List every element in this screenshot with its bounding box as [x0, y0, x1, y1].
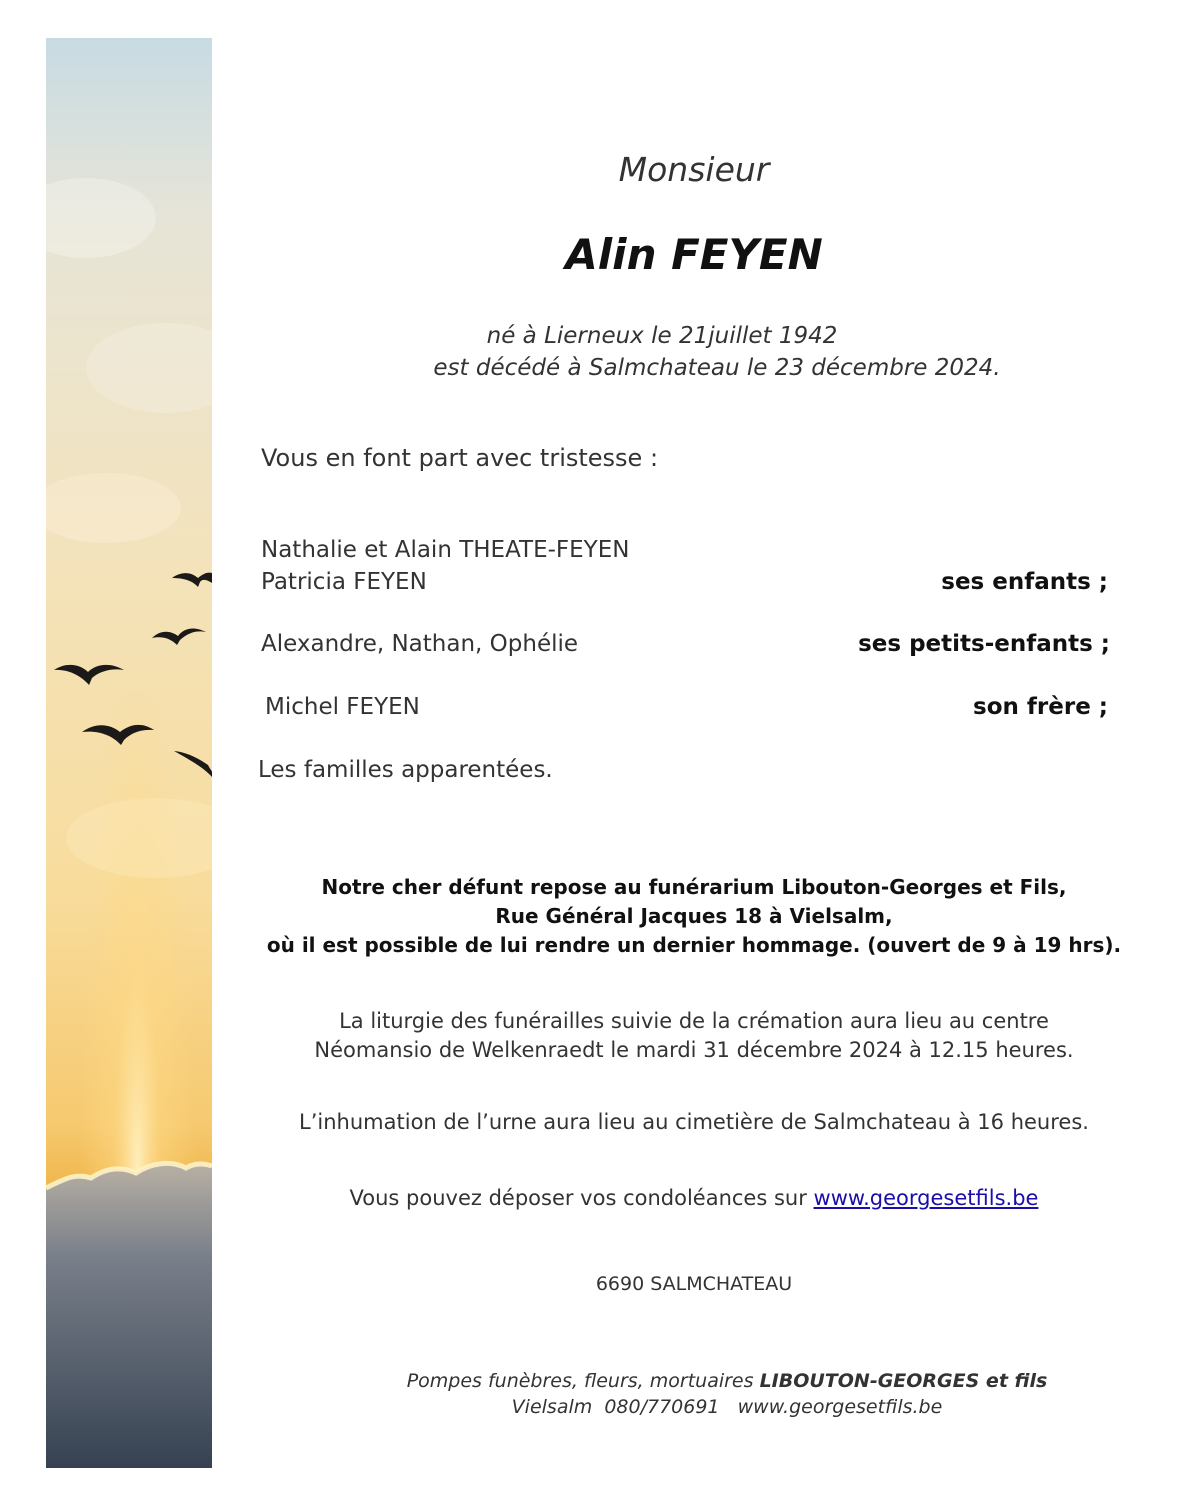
- footer-contact: Vielsalm 080/770691 www.georgesetfils.be: [511, 1396, 943, 1418]
- role-grandchildren: ses petits-enfants ;: [858, 631, 1110, 657]
- notice-line-2: Rue Général Jacques 18 à Vielsalm,: [495, 904, 893, 928]
- role-children: ses enfants ;: [941, 569, 1108, 595]
- family-relatives: Les familles apparentées.: [258, 757, 553, 783]
- family-children-1: Nathalie et Alain THEATE-FEYEN: [261, 537, 630, 563]
- family-children-2: Patricia FEYEN: [261, 569, 427, 595]
- condolences-line: [212, 1188, 1176, 1209]
- announcement-intro: Vous en font part avec tristesse :: [261, 444, 659, 472]
- ceremony-line-2: Néomansio de Welkenraedt le mardi 31 décembre 2024 à 12.15 heures.: [314, 1038, 1074, 1062]
- burial-line: L’inhumation de l’urne aura lieu au cimetière de Salmchateau à 16 heures.: [299, 1110, 1089, 1134]
- salutation: Monsieur: [618, 150, 770, 189]
- notice-line-1: Notre cher défunt repose au funérarium Libouton-Georges et Fils,: [321, 875, 1067, 899]
- address: 6690 SALMCHATEAU: [595, 1273, 793, 1295]
- sky-banner-image: [46, 38, 212, 1468]
- footer-services: Pompes funèbres, fleurs, mortuaires: [406, 1370, 760, 1392]
- death-line: est décédé à Salmchateau le 23 décembre 2024.: [433, 355, 1001, 381]
- family-grandchildren: Alexandre, Nathan, Ophélie: [261, 631, 579, 657]
- condolences-link[interactable]: www.georgesetfils.be: [813, 1186, 1039, 1210]
- notice-line-3: où il est possible de lui rendre un dernier hommage. (ouvert de 9 à 19 hrs).: [266, 933, 1122, 957]
- footer-services-line: [212, 1372, 1180, 1391]
- family-brother: Michel FEYEN: [265, 694, 420, 720]
- role-brother: son frère ;: [973, 694, 1108, 720]
- condolences-text: Vous pouvez déposer vos condoléances sur: [349, 1186, 814, 1210]
- birth-line: né à Lierneux le 21juillet 1942: [486, 323, 838, 349]
- footer-company: LIBOUTON-GEORGES et fils: [759, 1370, 1048, 1392]
- ceremony-line-1: La liturgie des funérailles suivie de la crémation aura lieu au centre: [339, 1009, 1049, 1033]
- deceased-name: Alin FEYEN: [565, 230, 823, 279]
